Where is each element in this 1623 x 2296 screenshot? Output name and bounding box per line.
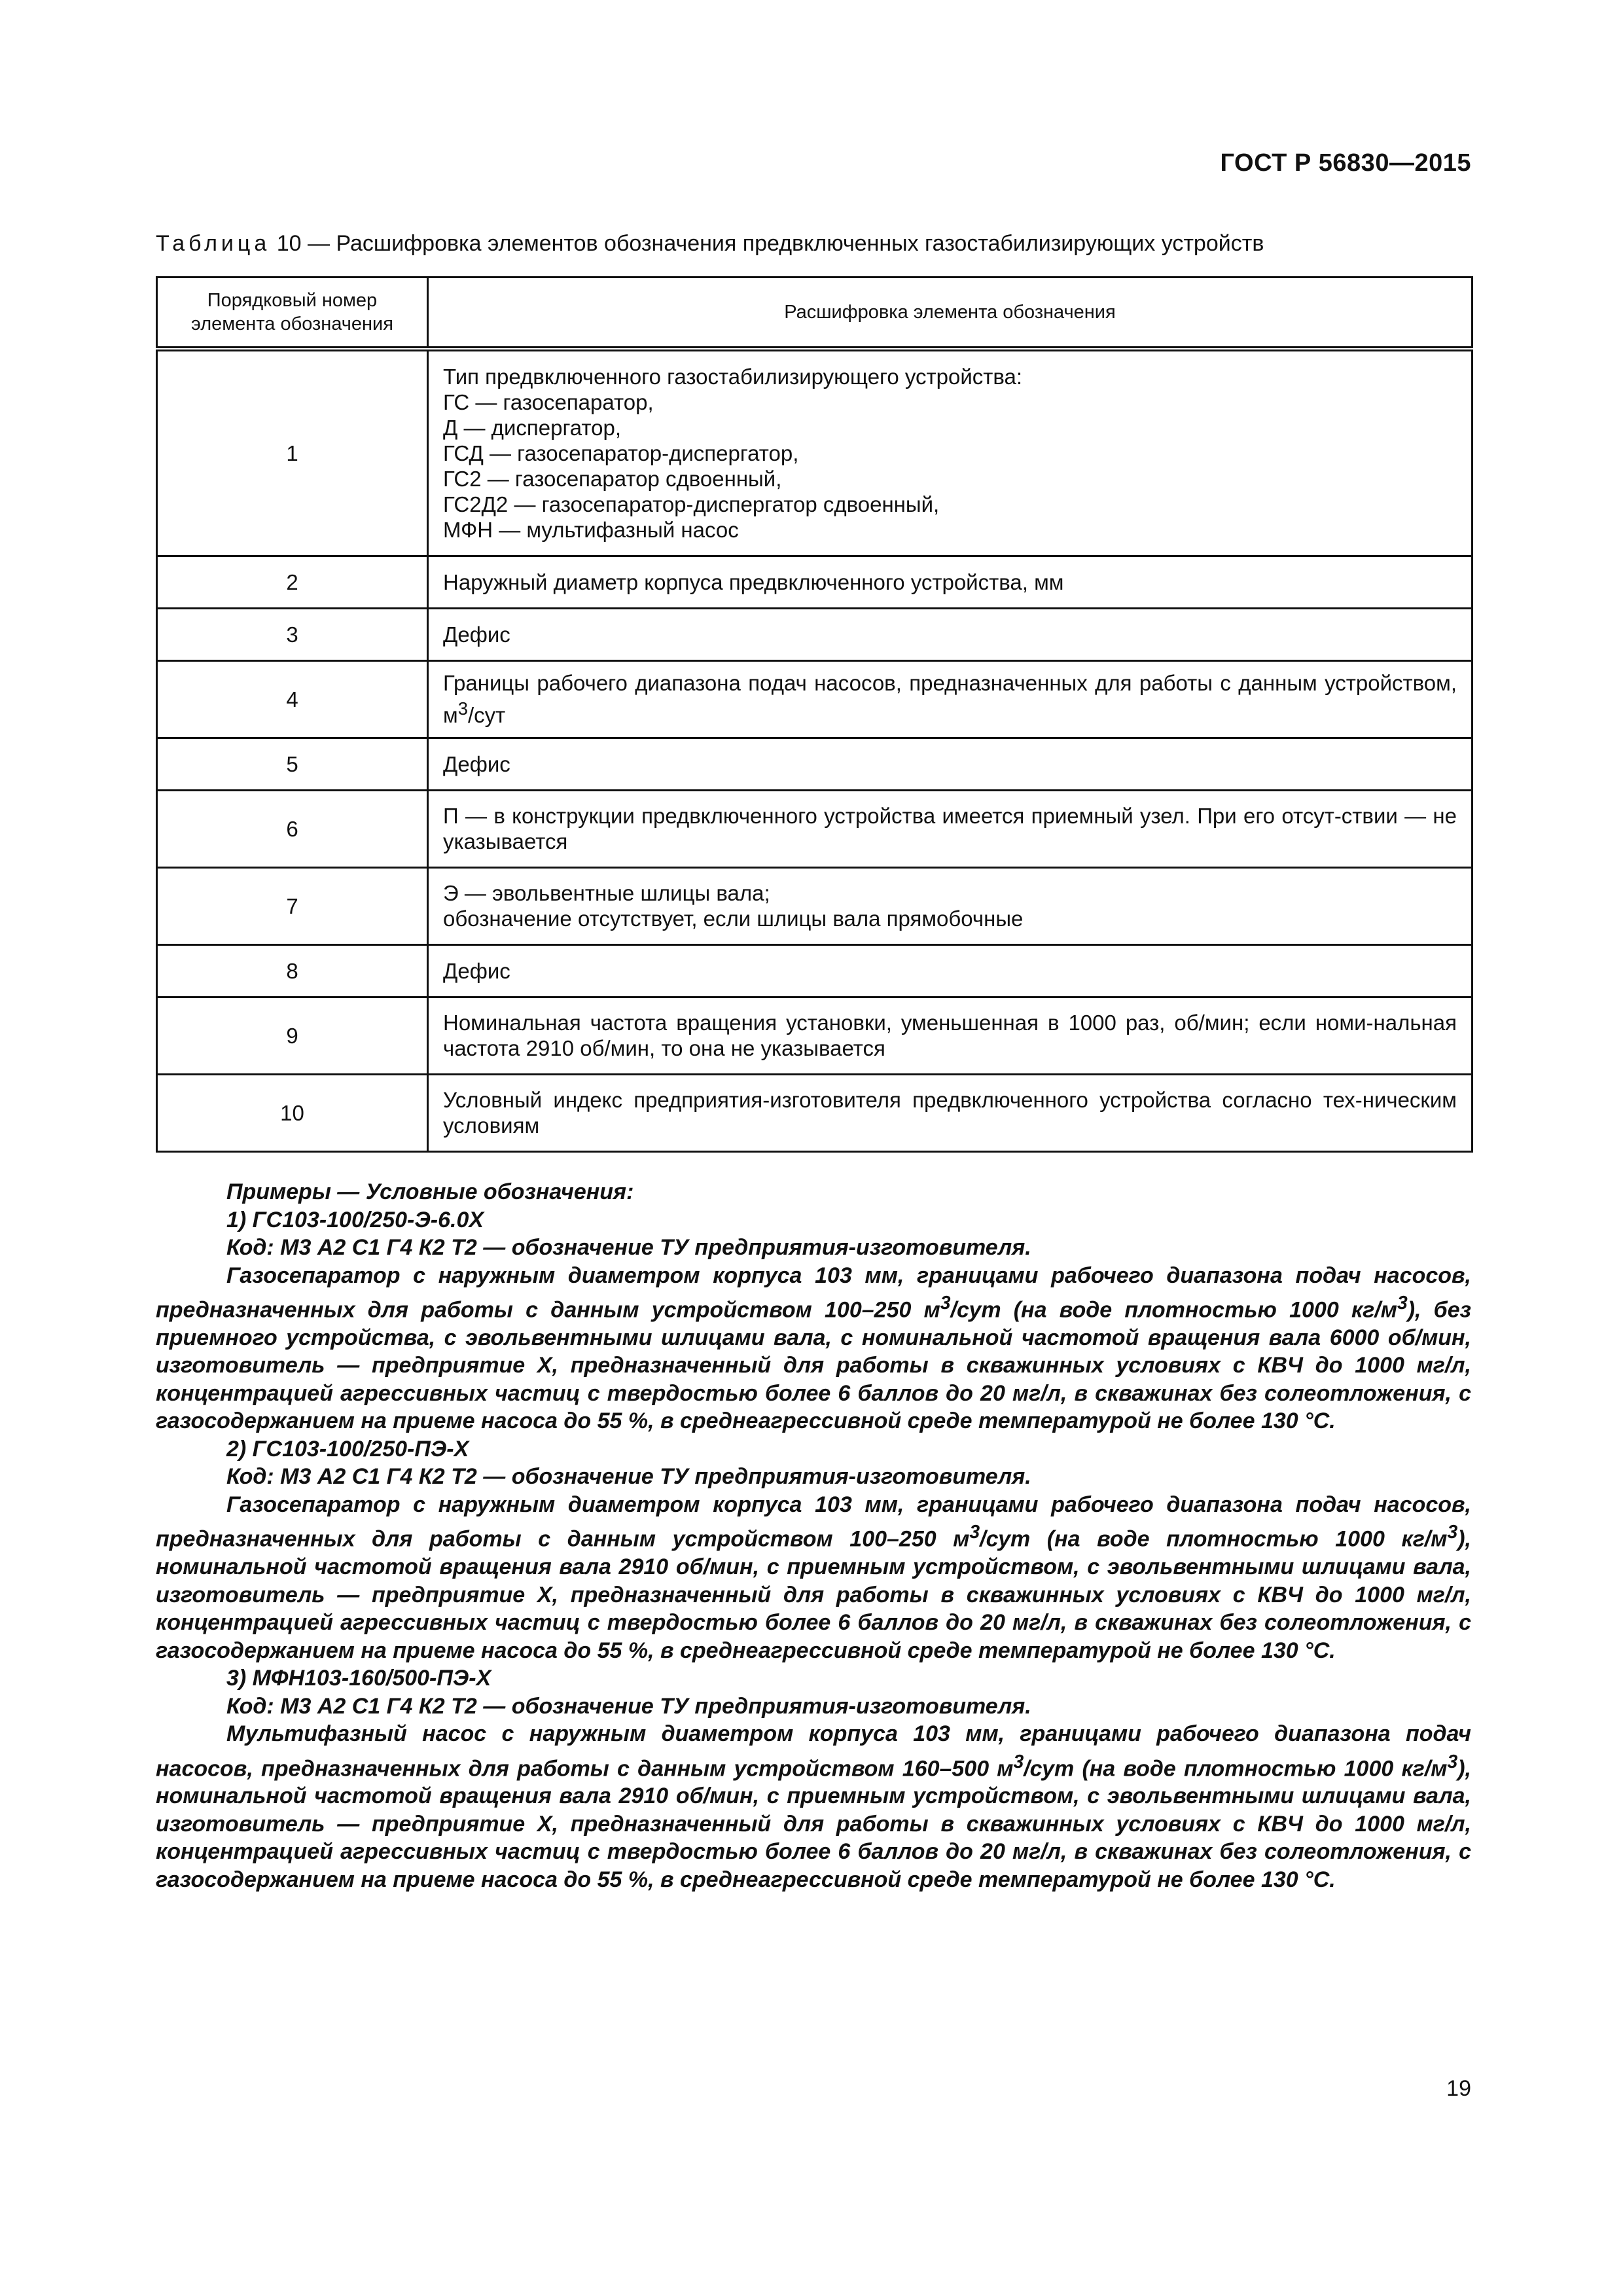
example-text: ), номинальной частотой вращения вала 2910 об/мин, с приемным устройством, с эвольвентными шлицами вала, изготовитель — предприятие Х, предназначенный для работы в скважинных условиях с КВЧ до 1000 мг/л, концентрацией агрессивных частиц с твердостью более 6 баллов до 20 мг/л, в скважинах без солеотложения, с газосодержанием на приеме насоса до 55 %, в среднеагрессивной среде температурой не более 130 °С. <box>156 1755 1471 1892</box>
superscript: 3 <box>969 1522 980 1543</box>
row-number: 6 <box>157 790 428 867</box>
example-text: /сут (на воде плотностью 1000 кг/м <box>950 1297 1397 1323</box>
row-number: 7 <box>157 867 428 944</box>
table-row <box>157 867 1472 944</box>
row-description <box>428 867 1472 944</box>
superscript: 3 <box>1447 1522 1458 1543</box>
example-description <box>156 1720 1471 1893</box>
table-row <box>157 944 1472 997</box>
example-text: ), номинальной частотой вращения вала 2910 об/мин, с приемным устройством, с эвольвентными шлицами вала, изготовитель — предприятие Х, предназначенный для работы в скважинных условиях с КВЧ до 1000 мг/л, концентрацией агрессивных частиц с твердостью более 6 баллов до 20 мг/л, в скважинах без солеотложения, с газосодержанием на приеме насоса до 55 %, в среднеагрессивной среде температурой не более 130 °С. <box>156 1526 1471 1663</box>
description-line: ГС2Д2 — газосепаратор-диспергатор сдвоенный, <box>443 492 940 516</box>
example-text: Мультифазный насос с наружным диаметром корпуса 103 мм, границами рабочего диапазона подач насосов, предназначенных для работы с данным устройством 160–500 м <box>156 1721 1471 1781</box>
row-number: 5 <box>157 738 428 790</box>
row-number: 1 <box>157 349 428 556</box>
row-number: 10 <box>157 1074 428 1151</box>
row-number: 8 <box>157 944 428 997</box>
row-description: Наружный диаметр корпуса предвключенного устройства, мм <box>428 556 1472 608</box>
example-description <box>156 1262 1471 1435</box>
row-description: П — в конструкции предвключенного устройства имеется приемный узел. При его отсут-ствии — не указывается <box>428 790 1472 867</box>
row-description: Номинальная частота вращения установки, уменьшенная в 1000 раз, об/мин; если номи-нальная частота 2910 об/мин, то она не указывается <box>428 997 1472 1074</box>
table-row <box>157 349 1472 556</box>
table-row <box>157 738 1472 790</box>
table-row <box>157 608 1472 660</box>
description-line: ГС2 — газосепаратор сдвоенный, <box>443 466 782 491</box>
superscript: 3 <box>457 698 468 719</box>
example-code: Код: М3 А2 С1 Г4 К2 Т2 — обозначение ТУ предприятия-изготовителя. <box>226 1693 1031 1719</box>
superscript: 3 <box>1397 1293 1408 1314</box>
example-text: Газосепаратор с наружным диаметром корпуса 103 мм, границами рабочего диапазона подач насосов, предназначенных для работы с данным устройством 100–250 м <box>156 1492 1471 1552</box>
table-caption <box>156 229 1471 258</box>
row-description: Дефис <box>428 738 1472 790</box>
example-text: /сут (на воде плотностью 1000 кг/м <box>980 1526 1448 1552</box>
examples-title: Примеры — Условные обозначения: <box>226 1179 634 1204</box>
row-number: 9 <box>157 997 428 1074</box>
table-row <box>157 556 1472 608</box>
example-label: 1) ГС103-100/250-Э-6.0Х <box>226 1207 484 1232</box>
example-text: /сут (на воде плотностью 1000 кг/м <box>1024 1755 1448 1781</box>
page-number: 19 <box>1446 2076 1471 2101</box>
row-description <box>428 660 1472 738</box>
row-number: 4 <box>157 660 428 738</box>
example-text: ), без приемного устройства, с эвольвентными шлицами вала, с номинальной частотой вращения вала 6000 об/мин, изготовитель — предприятие Х, предназначенный для работы в скважинных условиях с КВЧ до 1000 мг/л, концентрацией агрессивных частиц с твердостью более 6 баллов до 20 мг/л, в скважинах без солеотложения, с газосодержанием на приеме насоса до 55 %, в среднеагрессивной среде температурой не более 130 °С. <box>156 1297 1471 1434</box>
description-line: ГС — газосепаратор, <box>443 389 654 414</box>
example-label: 3) МФН103-160/500-ПЭ-Х <box>226 1666 491 1691</box>
description-line: ГСД — газосепаратор-диспергатор, <box>443 440 799 465</box>
table-caption-word: Таблица <box>156 231 271 256</box>
row-number: 3 <box>157 608 428 660</box>
row-description <box>428 349 1472 556</box>
table-row <box>157 790 1472 867</box>
superscript: 3 <box>1447 1751 1458 1772</box>
description-line: Д — диспергатор, <box>443 415 622 440</box>
table-row <box>157 1074 1472 1151</box>
example-code: Код: М3 А2 С1 Г4 К2 Т2 — обозначение ТУ предприятия-изготовителя. <box>226 1235 1031 1260</box>
column-header-decoding: Расшифровка элемента обозначения <box>428 278 1472 350</box>
standard-number: ГОСТ Р 56830—2015 <box>1220 149 1471 177</box>
row-description: Условный индекс предприятия-изготовителя предвключенного устройства согласно тех-ническим условиям <box>428 1074 1472 1151</box>
table-header-row <box>157 278 1472 350</box>
row-description: Дефис <box>428 944 1472 997</box>
example-text: Газосепаратор с наружным диаметром корпуса 103 мм, границами рабочего диапазона подач насосов, предназначенных для работы с данным устройством 100–250 м <box>156 1263 1471 1323</box>
example-code: Код: М3 А2 С1 Г4 К2 Т2 — обозначение ТУ предприятия-изготовителя. <box>226 1464 1031 1490</box>
description-line: обозначение отсутствует, если шлицы вала прямобочные <box>443 906 1024 931</box>
row-description: Дефис <box>428 608 1472 660</box>
table-caption-title: 10 — Расшифровка элементов обозначения предвключенных газостабилизирующих устройств <box>270 231 1264 256</box>
description-line: Тип предвключенного газостабилизирующего устройства: <box>443 364 1023 389</box>
superscript: 3 <box>940 1293 951 1314</box>
superscript: 3 <box>1013 1751 1024 1772</box>
designation-table <box>156 276 1473 1153</box>
description-text: Границы рабочего диапазона подач насосов, предназначенных для работы с данным устройством, м <box>443 671 1457 727</box>
table-row <box>157 660 1472 738</box>
example-description <box>156 1491 1471 1664</box>
column-header-number: Порядковый номер элемента обозначения <box>157 278 428 350</box>
examples-block <box>156 1178 1471 1893</box>
table-row <box>157 997 1472 1074</box>
example-label: 2) ГС103-100/250-ПЭ-Х <box>226 1436 469 1462</box>
description-text: /сут <box>467 703 506 727</box>
row-number: 2 <box>157 556 428 608</box>
description-line: МФН — мультифазный насос <box>443 517 739 542</box>
description-line: Э — эвольвентные шлицы вала; <box>443 881 770 905</box>
